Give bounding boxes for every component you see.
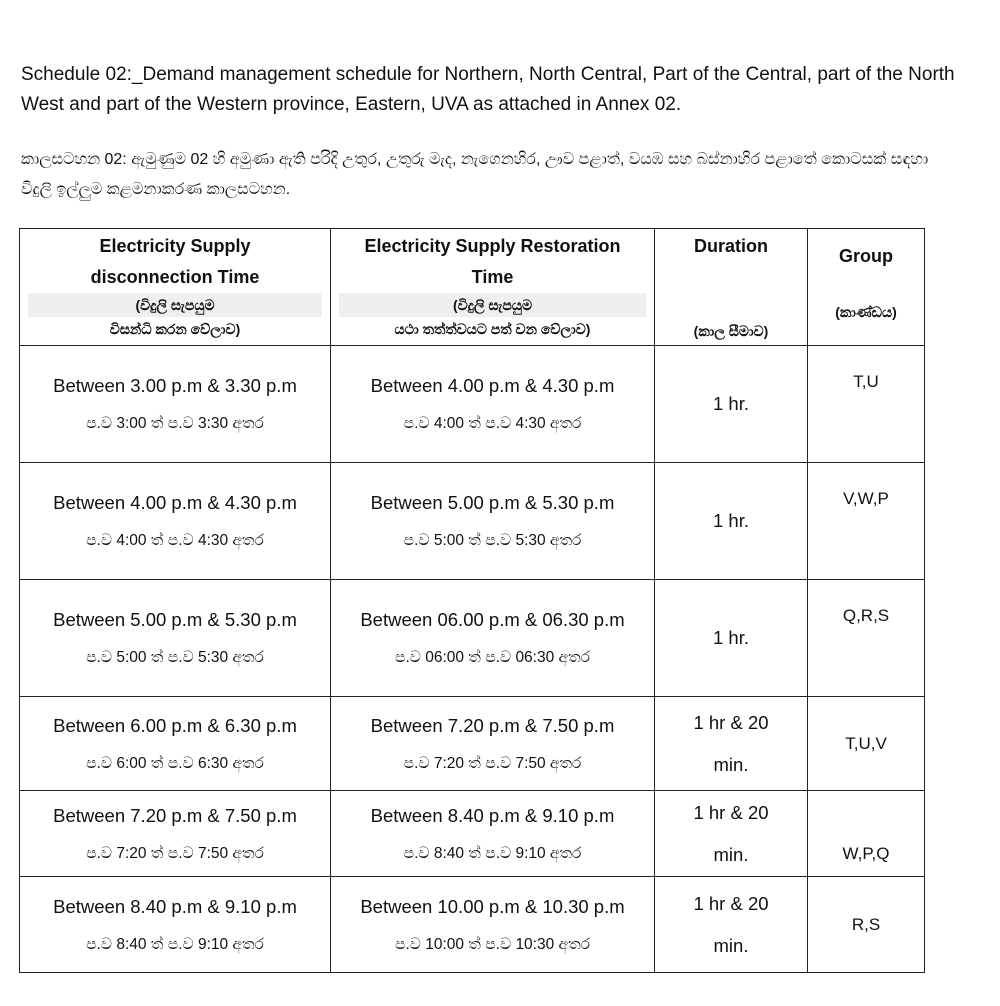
duration-line-1: 1 hr. bbox=[713, 393, 749, 414]
disconnection-time-en: Between 6.00 p.m & 6.30 p.m bbox=[53, 714, 297, 736]
disconnection-time-si: ප.ව 7:20 ත් ප.ව 7:50 අතර bbox=[86, 844, 264, 862]
duration-cell bbox=[655, 463, 808, 580]
header-disconnection-si-2: විසන්ධි කරන වේලාව) bbox=[109, 321, 241, 337]
restoration-time-si: ප.ව 7:20 ත් ප.ව 7:50 අතර bbox=[403, 754, 582, 772]
header-disconnection-si-1: (විදුලි සැපයුම bbox=[135, 297, 215, 313]
duration-cell bbox=[655, 791, 808, 877]
restoration-time-cell bbox=[331, 877, 655, 973]
restoration-time-cell bbox=[331, 346, 655, 463]
table-row bbox=[20, 463, 925, 580]
disconnection-time-en: Between 3.00 p.m & 3.30 p.m bbox=[53, 375, 297, 396]
duration-cell bbox=[655, 580, 808, 697]
restoration-time-cell bbox=[331, 463, 655, 580]
table-row bbox=[20, 791, 925, 877]
header-group-en: Group bbox=[839, 246, 893, 266]
disconnection-time-en: Between 5.00 p.m & 5.30 p.m bbox=[53, 609, 297, 630]
restoration-time-si: ප.ව 10:00 ත් ප.ව 10:30 අතර bbox=[394, 935, 591, 953]
duration-line-2: min. bbox=[713, 934, 749, 956]
group-cell bbox=[808, 463, 925, 580]
group-cell bbox=[808, 346, 925, 463]
group-value: T,U bbox=[853, 372, 879, 391]
group-value: V,W,P bbox=[843, 489, 889, 508]
duration-line-1: 1 hr. bbox=[713, 510, 749, 531]
duration-line-2: min. bbox=[713, 753, 749, 775]
duration-line-1: 1 hr. bbox=[713, 627, 749, 648]
restoration-time-en: Between 5.00 p.m & 5.30 p.m bbox=[370, 492, 615, 513]
schedule-table bbox=[19, 228, 925, 973]
duration-cell bbox=[655, 877, 808, 973]
duration-line-1: 1 hr & 20 bbox=[693, 711, 769, 733]
header-duration bbox=[655, 229, 808, 346]
disconnection-time-cell bbox=[20, 346, 331, 463]
restoration-time-en: Between 8.40 p.m & 9.10 p.m bbox=[370, 804, 615, 826]
restoration-time-si: ප.ව 4:00 ත් ප.ව 4:30 අතර bbox=[403, 415, 582, 432]
header-group bbox=[808, 229, 925, 346]
disconnection-time-cell bbox=[20, 580, 331, 697]
schedule-title-english: Schedule 02:_Demand management schedule for Northern, North Central, Part of the Central, part of the North West and part of the Western province, Eastern, UVA as attached in Annex 02. bbox=[21, 64, 955, 115]
restoration-time-si: ප.ව 06:00 ත් ප.ව 06:30 අතර bbox=[394, 649, 591, 666]
disconnection-time-cell bbox=[20, 463, 331, 580]
restoration-time-en: Between 7.20 p.m & 7.50 p.m bbox=[370, 714, 615, 736]
duration-line-1: 1 hr & 20 bbox=[693, 892, 769, 914]
table-row bbox=[20, 697, 925, 791]
disconnection-time-en: Between 7.20 p.m & 7.50 p.m bbox=[53, 804, 297, 826]
disconnection-time-si: ප.ව 8:40 ත් ප.ව 9:10 අතර bbox=[86, 935, 264, 953]
table-row bbox=[20, 346, 925, 463]
header-restoration-en-2: Time bbox=[471, 267, 514, 287]
disconnection-time-si: ප.ව 3:00 ත් ප.ව 3:30 අතර bbox=[86, 415, 264, 432]
disconnection-time-en: Between 4.00 p.m & 4.30 p.m bbox=[53, 492, 297, 513]
group-value: T,U,V bbox=[845, 733, 887, 753]
header-disconnection-en-1: Electricity Supply bbox=[99, 236, 251, 256]
group-cell bbox=[808, 580, 925, 697]
disconnection-time-si: ප.ව 6:00 ත් ප.ව 6:30 අතර bbox=[86, 754, 264, 772]
duration-cell bbox=[655, 697, 808, 791]
group-cell bbox=[808, 877, 925, 973]
restoration-time-en: Between 10.00 p.m & 10.30 p.m bbox=[360, 895, 625, 917]
header-restoration-time bbox=[331, 229, 655, 346]
restoration-time-cell bbox=[331, 697, 655, 791]
duration-line-1: 1 hr & 20 bbox=[693, 801, 769, 823]
header-duration-en: Duration bbox=[694, 236, 768, 256]
restoration-time-si: ප.ව 5:00 ත් ප.ව 5:30 අතර bbox=[403, 532, 582, 549]
header-disconnection-en-2: disconnection Time bbox=[90, 267, 260, 287]
duration-cell bbox=[655, 346, 808, 463]
header-group-si: (කාණ්ඩය) bbox=[835, 304, 897, 320]
disconnection-time-cell bbox=[20, 791, 331, 877]
group-value: W,P,Q bbox=[842, 844, 890, 863]
header-row bbox=[20, 229, 925, 346]
table-row bbox=[20, 877, 925, 973]
restoration-time-en: Between 4.00 p.m & 4.30 p.m bbox=[370, 375, 615, 396]
schedule-title-sinhala: කාලසටහන 02: ඇමුණුම 02 හි අමුණා ඇති පරිදි උතුර, උතුරු මැද, නැගෙනහිර, ඌව පළාත්, වයඹ සහ බස්නාහිර පළාතේ කොටසක් සඳහා විදුලි ඉල්ලුම කළමනාකරණ කාලසටහන. bbox=[21, 151, 929, 198]
restoration-time-en: Between 06.00 p.m & 06.30 p.m bbox=[360, 609, 625, 630]
restoration-time-cell bbox=[331, 791, 655, 877]
disconnection-time-cell bbox=[20, 697, 331, 791]
disconnection-time-si: ප.ව 5:00 ත් ප.ව 5:30 අතර bbox=[86, 649, 264, 666]
header-restoration-si-2: යථා තත්ත්වයට පත් වන වේලාව) bbox=[394, 321, 591, 337]
restoration-time-cell bbox=[331, 580, 655, 697]
header-restoration-en-1: Electricity Supply Restoration bbox=[364, 236, 621, 256]
disconnection-time-en: Between 8.40 p.m & 9.10 p.m bbox=[53, 895, 297, 917]
group-value: R,S bbox=[851, 914, 881, 934]
duration-line-2: min. bbox=[713, 843, 749, 865]
disconnection-time-si: ප.ව 4:00 ත් ප.ව 4:30 අතර bbox=[86, 532, 264, 549]
group-value: Q,R,S bbox=[842, 606, 890, 625]
group-cell bbox=[808, 791, 925, 877]
header-disconnection-time bbox=[20, 229, 331, 346]
header-duration-si: (කාල සීමාව) bbox=[693, 323, 769, 339]
table-row bbox=[20, 580, 925, 697]
restoration-time-si: ප.ව 8:40 ත් ප.ව 9:10 අතර bbox=[403, 844, 582, 862]
header-restoration-si-1: (විදුලි සැපයුම bbox=[452, 297, 533, 313]
group-cell bbox=[808, 697, 925, 791]
disconnection-time-cell bbox=[20, 877, 331, 973]
